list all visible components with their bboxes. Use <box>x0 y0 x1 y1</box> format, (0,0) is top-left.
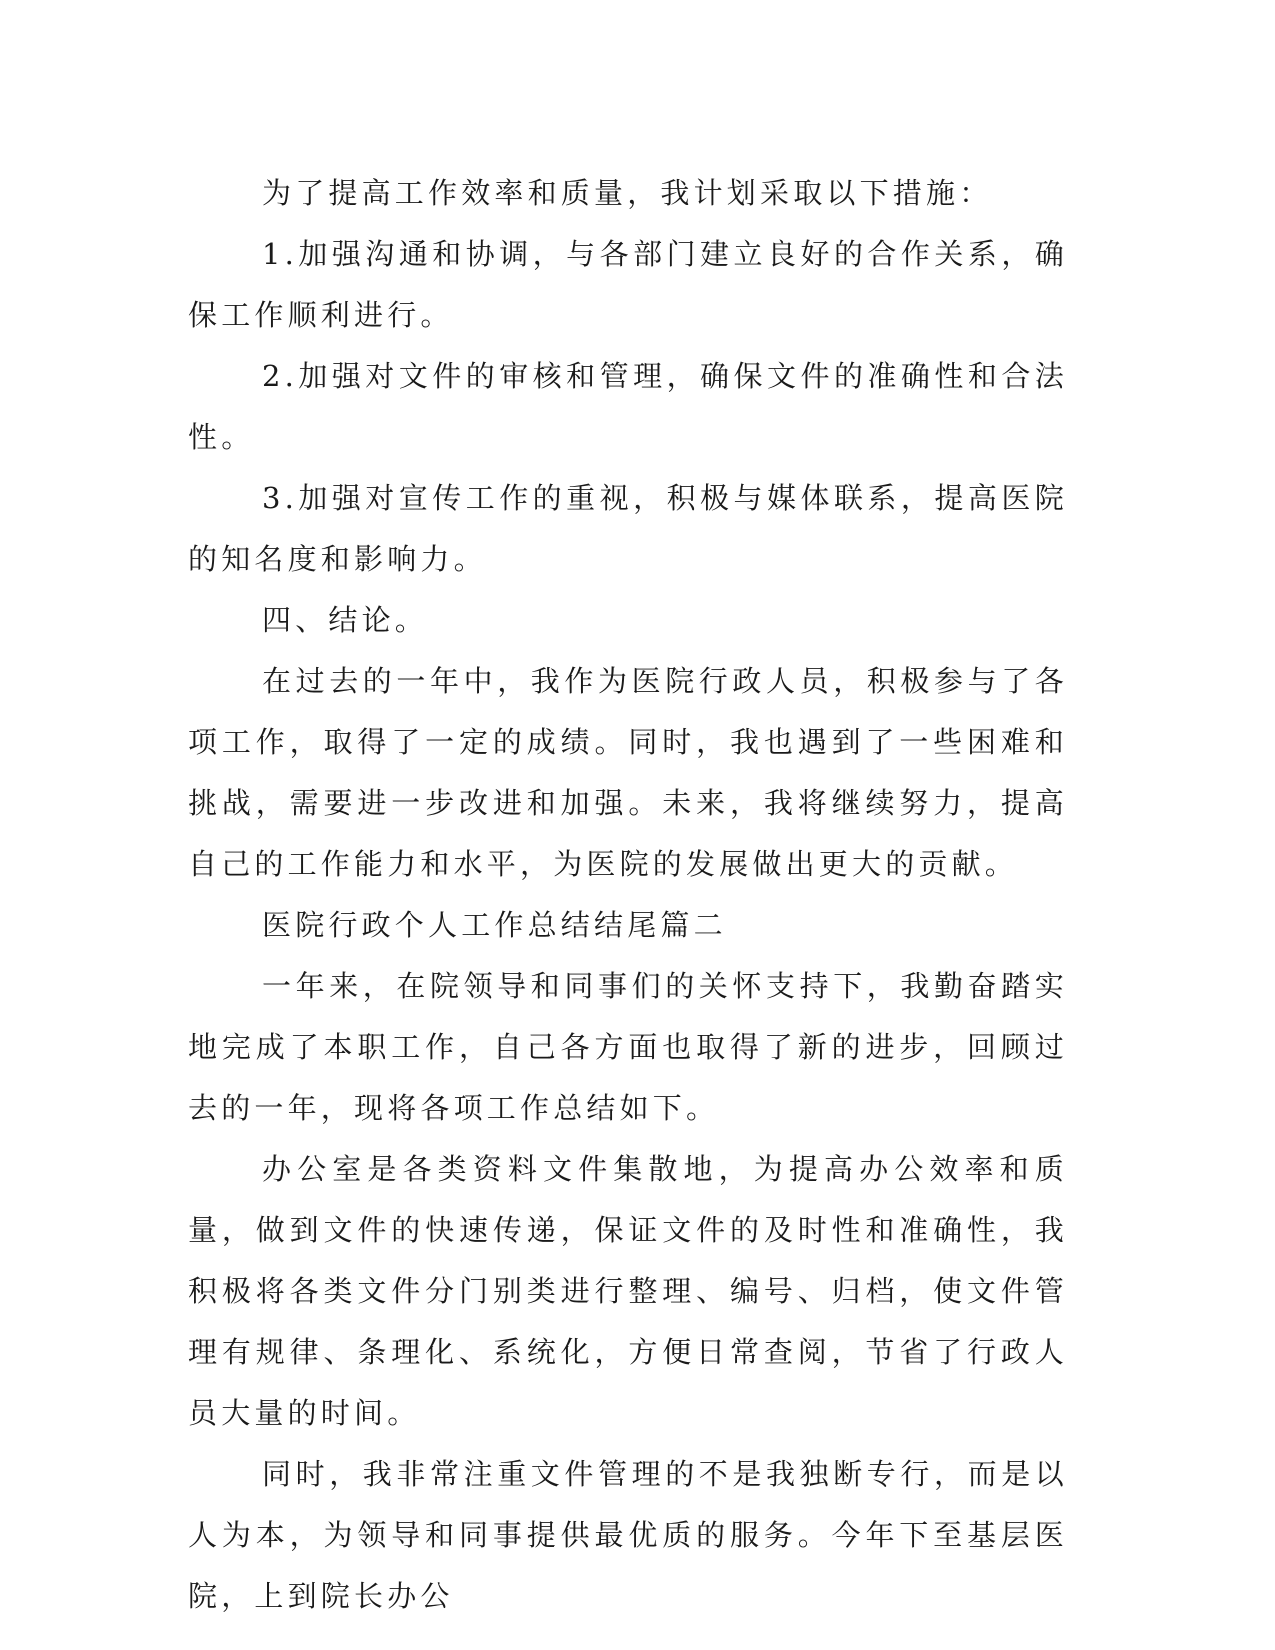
paragraph-year-review: 一年来，在院领导和同事们的关怀支持下，我勤奋踏实地完成了本职工作，自己各方面也取得了新的进步，回顾过去的一年，现将各项工作总结如下。 <box>188 969 1068 1125</box>
article-title-part-two: 医院行政个人工作总结结尾篇二 <box>262 908 727 942</box>
paragraph-service: 同时，我非常注重文件管理的不是我独断专行，而是以人为本，为领导和同事提供最优质的服务。今年下至基层医院，上到院长办公 <box>188 1457 1068 1613</box>
paragraph-measure-2: 2.加强对文件的审核和管理，确保文件的准确性和合法性。 <box>188 359 1068 454</box>
document-body <box>188 163 1068 1627</box>
section-heading-conclusion: 四、结论。 <box>262 603 429 637</box>
paragraph-measure-3: 3.加强对宣传工作的重视，积极与媒体联系，提高医院的知名度和影响力。 <box>188 481 1068 576</box>
paragraph-conclusion: 在过去的一年中，我作为医院行政人员，积极参与了各项工作，取得了一定的成绩。同时，我也遇到了一些困难和挑战，需要进一步改进和加强。未来，我将继续努力，提高自己的工作能力和水平，为医院的发展做出更大的贡献。 <box>188 664 1068 881</box>
paragraph-office-files: 办公室是各类资料文件集散地，为提高办公效率和质量，做到文件的快速传递，保证文件的及时性和准确性，我积极将各类文件分门别类进行整理、编号、归档，使文件管理有规律、条理化、系统化，方便日常查阅，节省了行政人员大量的时间。 <box>188 1152 1068 1430</box>
paragraph-measures-intro: 为了提高工作效率和质量，我计划采取以下措施： <box>262 176 993 210</box>
paragraph-measure-1: 1.加强沟通和协调，与各部门建立良好的合作关系，确保工作顺利进行。 <box>188 237 1068 332</box>
